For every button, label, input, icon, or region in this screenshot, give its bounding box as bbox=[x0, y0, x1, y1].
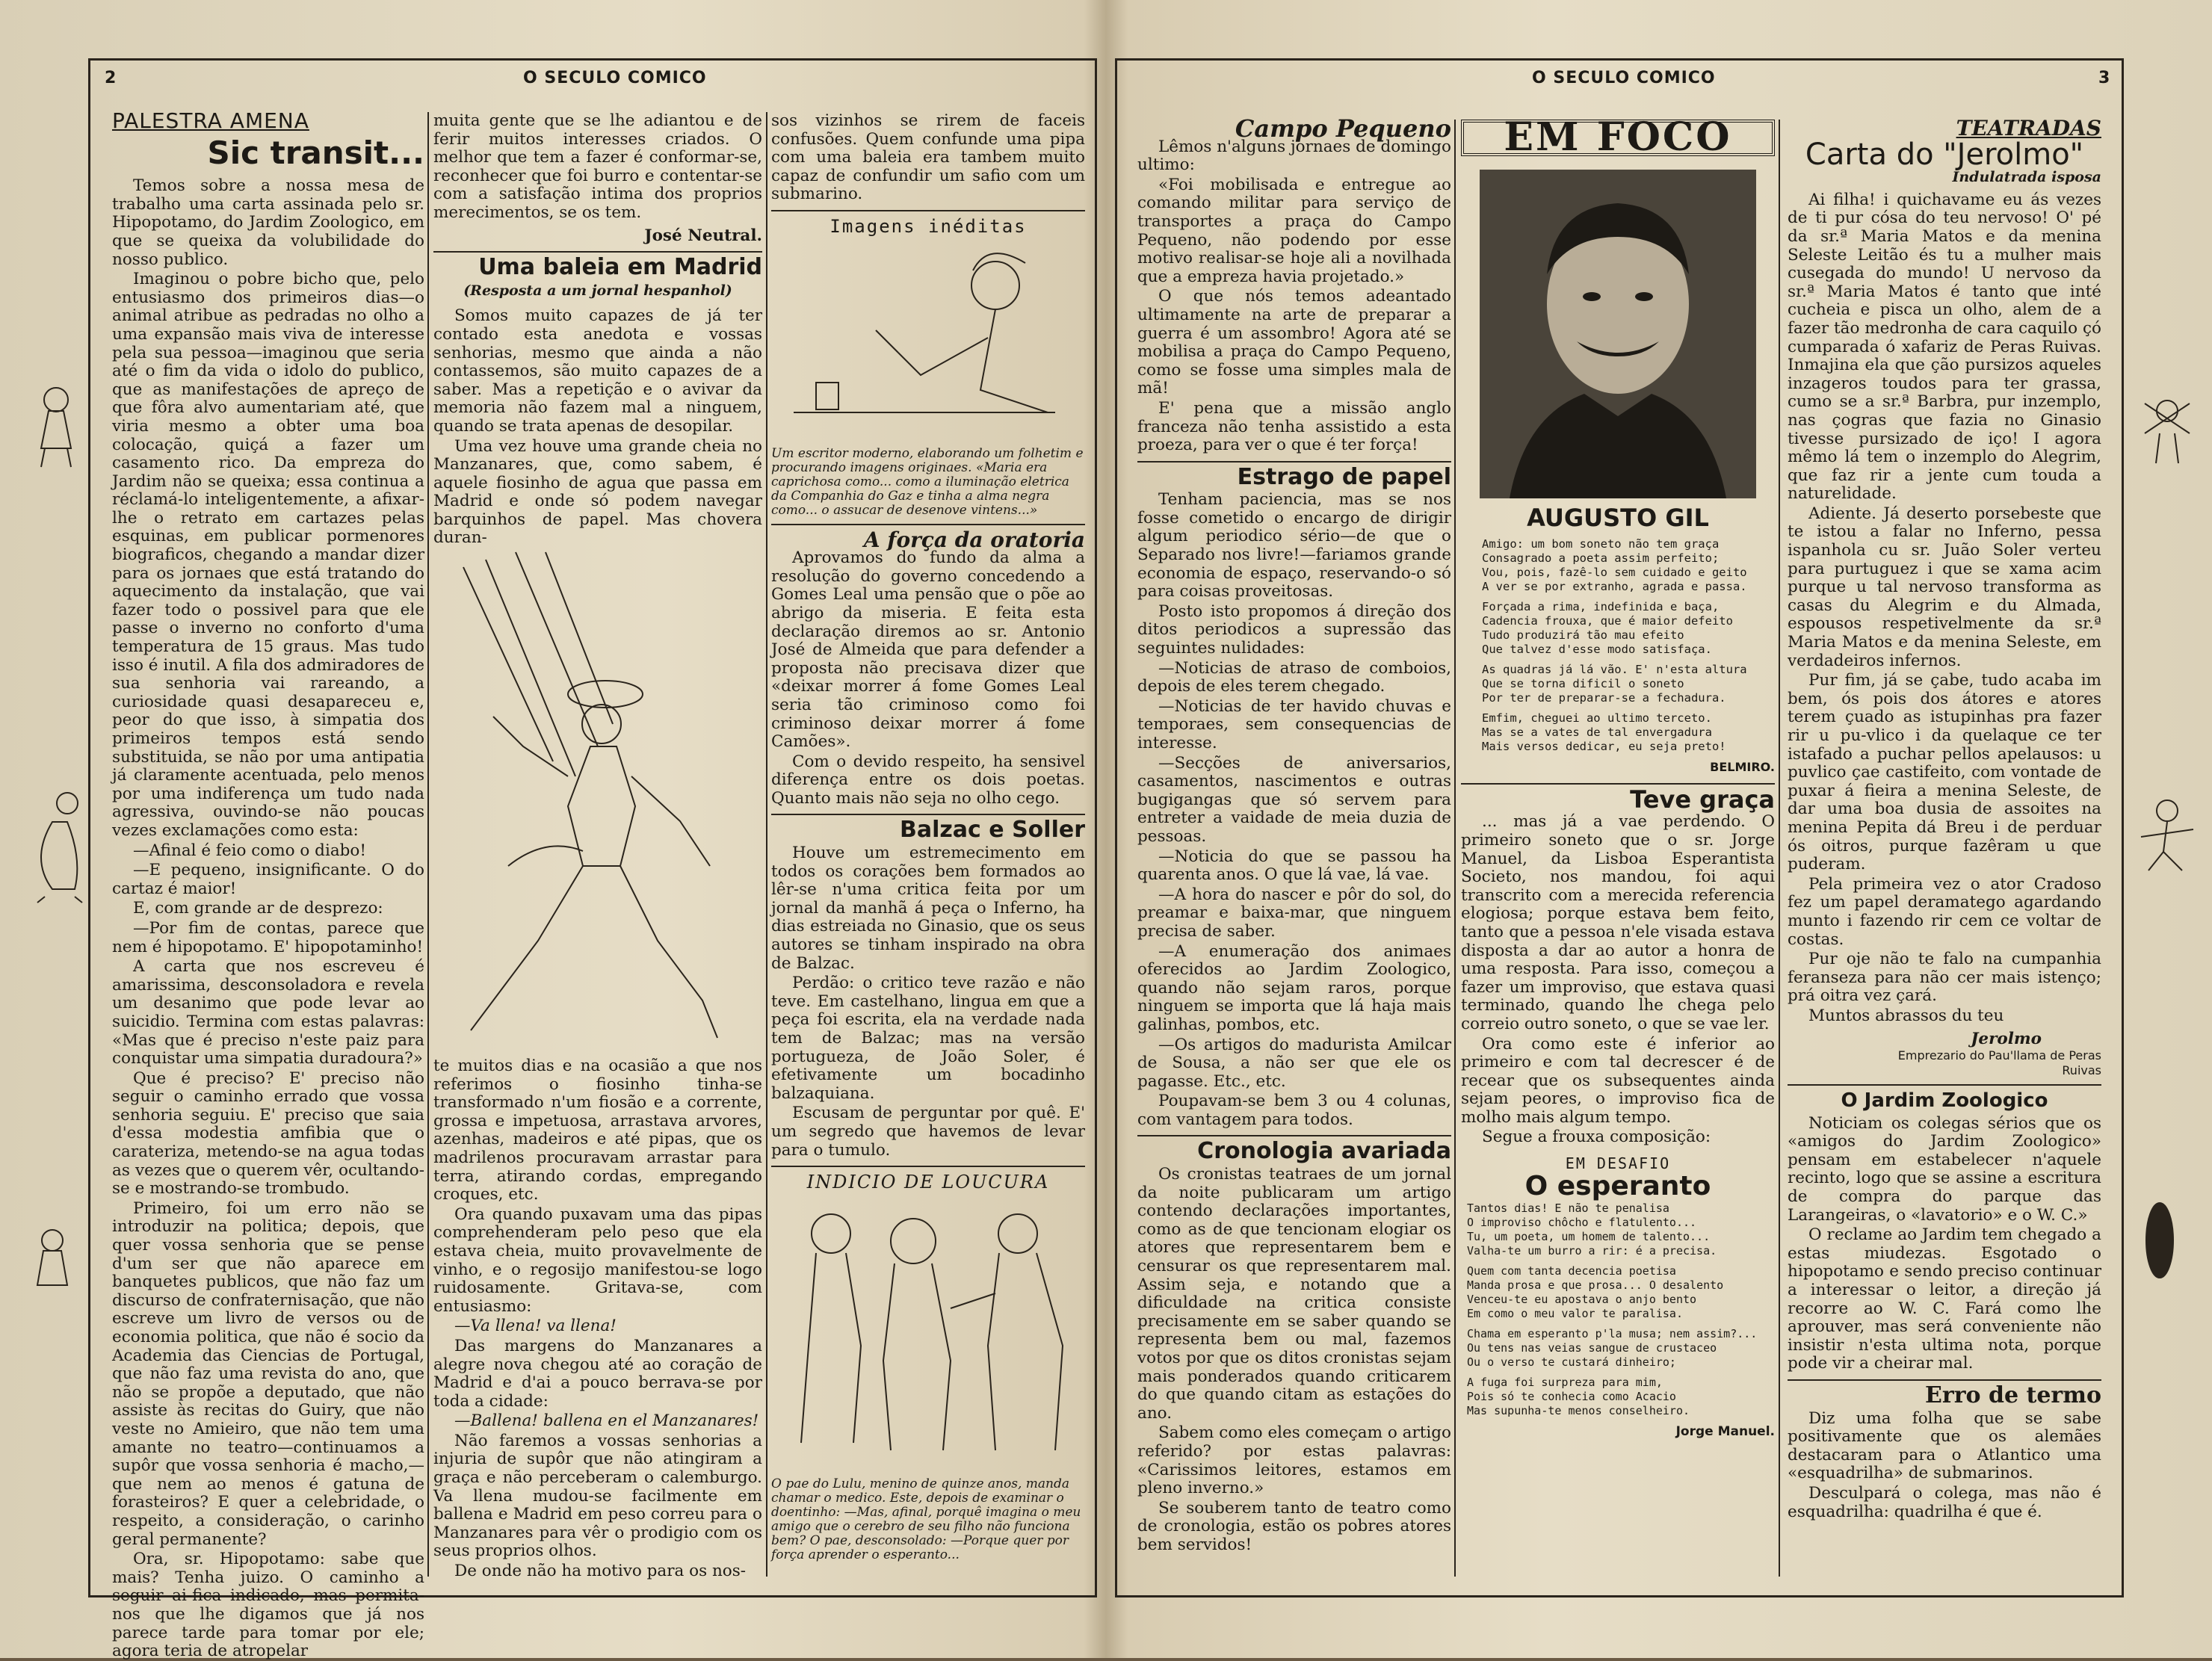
poem-line: Vou, pois, fazê-lo sem cuidado e geito bbox=[1482, 566, 1747, 580]
poem-line: Quem com tanta decencia poetisa bbox=[1467, 1264, 1676, 1278]
campo-paragraph: «Foi mobilisada e entregue ao comando militar para serviço de transportes a praça do Campo Pequeno, não podendo por esse motivo realisar-se hoje ali a novilhada que a empreza havia projetado.» bbox=[1137, 175, 1451, 286]
balzac-paragraph: Perdão: o critico teve razão e não teve. Em castelhano, lingua em que a peça foi escrita, ela na verdade nada tem de Balzac; mas na versão portugueza, de João Soler, é efetivamente um bocadinho balzaquiana. bbox=[771, 974, 1085, 1103]
graca-paragraph: Ora como este é inferior ao primeiro e com tal decrescer é de recear que os subsequentes ainda sejam peores, o improviso fica de molho mais algum tempo. bbox=[1461, 1034, 1775, 1127]
augusto-gil-portrait bbox=[1480, 170, 1756, 498]
palestra-paragraph: Que é preciso? E' preciso não seguir o caminho errado que vossa senhoria seguiu. E' preciso que saia d'essa modestia amfibia que o carateriza, metendo-se na agua todas as vezes que o querem vêr, ocultando-se e mostrando-se trombudo. bbox=[112, 1068, 424, 1198]
teatradas-column bbox=[1788, 116, 2101, 1577]
cronologia-paragraph: Se souberem tanto de teatro como de cronologia, estão os pobres atores bem servidos! bbox=[1137, 1498, 1451, 1554]
palestra-title: Sic transit... bbox=[207, 134, 424, 171]
estrago-paragraph: —Noticias de ter havido chuvas e temporaes, sem consequencias de interesse. bbox=[1137, 696, 1451, 752]
poem-line: Tu, um poeta, um homem de talento... bbox=[1467, 1230, 1711, 1244]
poem-line: Ou o verso te custará dinheiro; bbox=[1467, 1355, 1676, 1370]
esperanto-signature: Jorge Manuel. bbox=[1675, 1424, 1775, 1440]
poem-line: Ou tens nas veias sangue de crustaceo bbox=[1467, 1341, 1717, 1355]
poem-line: Venceu-te eu apostava o anjo bento bbox=[1467, 1293, 1697, 1307]
palestra-paragraph: A carta que nos escreveu é amarissima, desconsoladora e revela um desanimo que pode levar ao suicidio. Termina com estas palavras: «Mas que é preciso n'este paiz para conquistar uma simpatia duradoura?» bbox=[112, 957, 424, 1068]
poem-line: Forçada a rima, indefinida e baça, bbox=[1482, 600, 1720, 614]
poem-line: Tudo produzirá tão mau efeito bbox=[1482, 628, 1684, 643]
estrago-title: Estrago de papel bbox=[1237, 463, 1451, 490]
poem-line: Tantos dias! E não te penalisa bbox=[1467, 1201, 1669, 1216]
graca-kicker: EM DESAFIO bbox=[1565, 1154, 1671, 1173]
graca-paragraph: ... mas já a vae perdendo. O primeiro soneto que o sr. Jorge Manuel, da Lisboa Esperantista Societo, nos mandou, foi aqui transcrito com a merecida referencia elogiosa; porque estava bem feito, tanto que a pessoa n'ele visada estava disposta a dar ao autor a honra de uma resposta. Para isso, começou a fazer um improviso, que estava quasi terminado, quando lhe chega pelo correio outro soneto, o que se vae ler. bbox=[1461, 812, 1775, 1033]
poem-line: Mais versos dedicar, eu seja preto! bbox=[1482, 740, 1726, 754]
oratoria-title: A força da oratoria bbox=[863, 527, 1085, 552]
graca-title: Teve graça bbox=[1630, 785, 1775, 814]
bullfighter-drawing bbox=[433, 552, 762, 1075]
palestra-paragraph: Imaginou o pobre bicho que, pelo entusiasmo dos primeiros dias—o animal atribue as pedradas no olho a uma expansão mais viva de interesse pela sua pessoa—imaginou que seria até o fim da vida o idolo do publico, que as manifestações de apreço de que fôra alvo aumentariam até, que viria mesmo a obter uma boa colocação, quiçá a fazer um casamento rico. Da empreza do Jardim não se queixa; essa continua a réclamá-lo inteligentemente, a afixar-lhe o retrato em cartazes pelas esquinas, em publicar pormenores biograficos, chegando a mandar dizer para os jornaes que está tratando do aquecimento da instalação, que vai fazer todo o possivel para que ele passe o inverno no conforto d'uma temperatura de 15 graus. Mas tudo isso é inutil. A fila dos admiradores de sua senhoria vai rareando, a curiosidade quasi desapareceu e, peor do que isso, à simpatia dos primeiros tempos está sendo substituida, se não por uma antipatia já claramente acentuada, pelo menos por uma indiferença um tudo nada agressiva, ouvindo-se não poucas vezes exclamações como esta: bbox=[112, 270, 424, 840]
teatradas-paragraph: Pur oje não te falo na cumpanhia feranseza para não cer mais istenço; prá oitra vez çará. bbox=[1788, 950, 2101, 1006]
teatradas-paragraph: Adiente. Já deserto porsebeste que te istou a falar no Inferno, pessa ispanhola cu sr. Juão Soler verteu para purtuguez i que se xama acim purque u tal nervoso transforma as casas du Alegrim e du Almada, espousos respetivelmente da sr.ª Maria Matos e da menina Seleste, em verdadeiros infernos. bbox=[1788, 504, 2101, 670]
section-rule bbox=[771, 210, 1085, 211]
baleia-paragraph: Ora quando puxavam uma das pipas comprehenderam pelo peso que ela estava cheia, muito provavelmente de vinho, e o regosijo manifestou-se logo ruidosamente. Gritava-se, com entusiasmo: bbox=[433, 1204, 762, 1316]
baleia-column-bottom bbox=[433, 1057, 762, 1580]
margin-doodle-figure bbox=[2137, 1196, 2182, 1285]
estrago-paragraph: —A enumeração dos animaes oferecidos ao Jardim Zoologico, quando não sejam raros, porque ninguem se importa que lá haja mais galinhas, pombos, etc. bbox=[1137, 941, 1451, 1034]
margin-doodle-figure bbox=[2137, 389, 2197, 471]
palestra-paragraph: Ora, sr. Hipopotamo: sabe que mais? Tenha juizo. O caminho a seguir ai-fica indicado, mas permita-nos que lhe digamos que já nos parece tarde para tomar por ele; agora teria de atropelar bbox=[112, 1550, 424, 1661]
estrago-paragraph: Posto isto propomos á direção dos ditos periodicos a supressão das seguintes nulidades: bbox=[1137, 601, 1451, 658]
palestra-paragraph: Temos sobre a nossa mesa de trabalho uma carta assinada pelo sr. Hipopotamo, do Jardim Zoologico, em que se queixa da volubilidade do nosso publico. bbox=[112, 176, 424, 269]
section-rule bbox=[771, 524, 1085, 525]
zoologico-title: O Jardim Zoologico bbox=[1841, 1089, 2048, 1113]
estrago-paragraph: —Os artigos do madurista Amilcar de Sousa, a não ser que ele os pagasse. Etc., etc. bbox=[1137, 1035, 1451, 1091]
column-divider bbox=[1454, 120, 1456, 1577]
poem-line bbox=[1467, 1321, 1775, 1327]
poem-line: A ver se por extranho, agrada e passa. bbox=[1482, 580, 1747, 594]
estrago-paragraph: —Secções de aniversarios, casamentos, nascimentos e outras bugigangas que só servem para entreter a vaidade de meia duzia de pessoas. bbox=[1137, 753, 1451, 846]
poem-line: As quadras já lá vão. E' n'esta altura bbox=[1482, 663, 1747, 677]
writer-drawing bbox=[771, 241, 1085, 442]
campo-column bbox=[1137, 114, 1451, 1577]
section-rule bbox=[1461, 783, 1775, 785]
estrago-paragraph: —Noticias de atraso de comboios, depois de eles terem chegado. bbox=[1137, 658, 1451, 696]
teatradas-paragraph: Pela primeira vez o ator Cradoso fez um papel deramatego agardando munto i fazendo rir cem ce voltar de costas. bbox=[1788, 874, 2101, 949]
teatradas-paragraph: Pur fim, já se çabe, tudo acaba im bem, ós pois dos átores e atores terem çuado as istupinhas pra fazer rir u pu-vlico i da quelaque ce ter istafado a puchar pellos apelausos: u puvlico çae castifeito, com vontade de puxar á fieira a menina Seleste, de dar uma boa dusia de assoites na menina Pepita dá Breu i de perduar ós oitros, purque fazêram u que puderam. bbox=[1788, 671, 2101, 874]
section-rule bbox=[1137, 1135, 1451, 1136]
estrago-paragraph: Tenham paciencia, mas se nos fosse cometido o encargo de dirigir algum periodico sério—de que o Separado nos livre!—fariamos grande economia de espaço, reservando-o só para coisas proveitosas. bbox=[1137, 490, 1451, 601]
baleia-subtitle: (Resposta a um jornal hespanhol) bbox=[463, 282, 732, 299]
campo-title: Campo Pequeno bbox=[1235, 114, 1451, 143]
poem-line: Que se torna dificil o soneto bbox=[1482, 677, 1684, 691]
imagens-title: Imagens inéditas bbox=[830, 215, 1027, 237]
right-running-head: O SECULO COMICO bbox=[1532, 69, 1716, 87]
poem-line bbox=[1467, 1370, 1775, 1376]
erro-paragraph: Desculpará o colega, mas não é esquadrilha: quadrilha é que é. bbox=[1788, 1483, 2101, 1521]
poem-line: Amigo: um bom soneto não tem graça bbox=[1482, 537, 1720, 551]
campo-paragraph: Lêmos n'alguns jornaes de domingo ultimo: bbox=[1137, 137, 1451, 175]
doctor-drawing bbox=[771, 1196, 1085, 1473]
baleia-continuation: sos vizinhos se rirem de faceis confusões. Quem confunde uma pipa com uma baleia era tambem muito capaz de confundir um safio com um submarino. bbox=[771, 111, 1085, 204]
cronologia-paragraph: Os cronistas teatraes de um jornal da noite publicaram um artigo contendo declarações importantes, como as de que tencionam elogiar os atores que representarem bem e censurar os que representarem mal. Assim seja, e notando que a dificuldade na critica consiste precisamente em se saber quando se representa bem ou mal, fazemos votos por que os ditos cronistas sejam mais ponderados quando criticarem do que quando citam as estações do ano. bbox=[1137, 1165, 1451, 1423]
poem-line: Em como o meu valor te paralisa. bbox=[1467, 1307, 1683, 1321]
estrago-paragraph: —A hora do nascer e pôr do sol, do preamar e baixa-mar, que ninguem precisa de saber. bbox=[1137, 885, 1451, 941]
margin-doodle-figure bbox=[22, 785, 90, 904]
campo-paragraph: E' pena que a missão anglo franceza não tenha assistido a esta proeza, para ver o que é ter força! bbox=[1137, 398, 1451, 455]
bullfighter-illustration bbox=[433, 552, 762, 1075]
balzac-title: Balzac e Soller bbox=[899, 817, 1085, 844]
section-rule bbox=[1788, 1084, 2101, 1086]
right-page-number: 3 bbox=[2098, 69, 2110, 87]
doctor-illustration bbox=[771, 1196, 1085, 1473]
poem-line: Pois só te conhecia como Acacio bbox=[1467, 1390, 1676, 1404]
palestra-continuation: muita gente que se lhe adiantou e de ferir muitos interesses criados. O melhor que tem a fazer é conformar-se, reconhecer que foi burro e contentar-se com a satisfação intima dos proprios merecimentos, se os tem. bbox=[433, 111, 762, 222]
palestra-signature: José Neutral. bbox=[644, 226, 762, 245]
column-divider bbox=[1779, 120, 1780, 1577]
foco-column bbox=[1461, 114, 1775, 1577]
section-rule bbox=[771, 814, 1085, 815]
baleia-paragraph: —Ballena! ballena en el Manzanares! bbox=[454, 1411, 759, 1431]
baleia-paragraph: Uma vez houve uma grande cheia no Manzanares, que, como sabem, é aquele fiosinho de agua que passa em Madrid e onde só podem navegar barquinhos de papel. Mas chovera duran- bbox=[433, 436, 762, 548]
poem-line: Manda prosa e que prosa... O desalento bbox=[1467, 1278, 1724, 1293]
baleia-title: Uma baleia em Madrid bbox=[478, 254, 762, 281]
graca-paragraph: Segue a frouxa composição: bbox=[1482, 1128, 1711, 1147]
poem-line: Mas se a vates de tal envergadura bbox=[1482, 726, 1712, 740]
baleia-paragraph: —Va llena! va llena! bbox=[454, 1317, 617, 1336]
palestra-paragraph: —Por fim de contas, parece que nem é hipopotamo. E' hipopotaminho! bbox=[112, 918, 424, 956]
loucura-caption: O pae do Lulu, menino de quinze anos, manda chamar o medico. Este, depois de examinar o doentinho: —Mas, afinal, porquê imagina o meu amigo que o cerebro de seu filho não funciona bem? O pae, desconsolado: —Porque quer por força aprender o esperanto... bbox=[771, 1476, 1081, 1562]
erro-paragraph: Diz uma folha que se sabe positivamente que os alemães destacaram para o Atlantico uma «esquadrilha» de submarinos. bbox=[1788, 1408, 2101, 1483]
oratoria-paragraph: Com o devido respeito, ha sensivel diferença entre os dois poetas. Quanto mais não seja no olho cego. bbox=[771, 752, 1085, 808]
foco-name: AUGUSTO GIL bbox=[1527, 503, 1709, 532]
baleia-paragraph: De onde não ha motivo para os nos- bbox=[454, 1562, 747, 1581]
portrait-drawing bbox=[1480, 170, 1756, 498]
poem-line bbox=[1482, 594, 1775, 600]
cronologia-title: Cronologia avariada bbox=[1197, 1138, 1451, 1165]
margin-doodle-figure bbox=[30, 381, 82, 471]
section-rule bbox=[1788, 1379, 2101, 1381]
teatradas-signature-note: Emprezario do Pau'llama de Peras Ruivas bbox=[1897, 1048, 2101, 1078]
palestra-paragraph: E, com grande ar de desprezo: bbox=[133, 899, 383, 918]
oratoria-column bbox=[771, 112, 1085, 1577]
poem-line: Mas supunha-te menos conselheiro. bbox=[1467, 1404, 1690, 1418]
teatradas-title: Carta do "Jerolmo" bbox=[1805, 137, 2084, 172]
poem-line: Valha-te um burro a rir: é a precisa. bbox=[1467, 1244, 1717, 1258]
zoologico-paragraph: Noticiam os colegas sérios que os «amigos do Jardim Zoologico» pensam em estabelecer n'aquele recinto, logo que se assine a escritura de compra do parque das Larangeiras, o «lavatorio» e o W. C.» bbox=[1788, 1113, 2101, 1225]
baleia-paragraph: Das margens do Manzanares a alegre nova chegou até ao coração de Madrid e d'ai a pouco berrava-se por toda a cidade: bbox=[433, 1336, 762, 1411]
estrago-paragraph: Poupavam-se bem 3 ou 4 colunas, com vantagem para todos. bbox=[1137, 1092, 1451, 1129]
left-running-head: O SECULO COMICO bbox=[523, 69, 707, 87]
poem-line bbox=[1482, 657, 1775, 663]
poem-line: O improviso chôcho e flatulento... bbox=[1467, 1216, 1697, 1230]
margin-doodle-figure bbox=[2134, 792, 2201, 874]
cronologia-paragraph: Sabem como eles começam o artigo referido? por estas palavras: «Carissimos leitores, estamos em pleno inverno.» bbox=[1137, 1423, 1451, 1498]
poem-line: A fuga foi surpreza para mim, bbox=[1467, 1376, 1663, 1390]
zoologico-paragraph: O reclame ao Jardim tem chegado a estas miudezas. Esgotado o hipopotamo e sendo preciso continuar a interessar o leitor, a direção já recorre ao W. C. Fará como lhe aprouver, mas será conveniente não insistir n'esta ultima nota, porque pode vir a cheirar mal. bbox=[1788, 1225, 2101, 1373]
poem-line: Por ter de preparar-se a fechadura. bbox=[1482, 691, 1726, 705]
left-page-number: 2 bbox=[105, 69, 117, 87]
teatradas-paragraph: Muntos abrassos du teu bbox=[1808, 1006, 2004, 1025]
palestra-paragraph: Primeiro, foi um erro não se introduzir na politica; depois, que quer vossa senhoria que se pense d'um ser que não aparece em banquetes publicos, que não faz um discurso de confraternisação, que não escreve um livro de versos ou de economia politica, que não é socio da Academia das Ciencias de Portugal, que não faz uma revista do ano, que não se propõe a deputado, que não assiste às recitas do Guiry, que não veste no Amieiro, que não tem uma amante no teatro—continuamos a supôr que vossa senhoria é macho,—que nem ao menos é gatuna de forasteiros? E quer a celebridade, o respeito, a consideração, o carinho geral permanente? bbox=[112, 1198, 424, 1549]
poem-line: Chama em esperanto p'la musa; nem assim?... bbox=[1467, 1327, 1758, 1341]
erro-title: Erro de termo bbox=[1925, 1382, 2101, 1408]
foco-poem bbox=[1461, 537, 1775, 754]
foco-title: EM FOCO bbox=[1461, 120, 1775, 156]
estrago-paragraph: —Noticia do que se passou ha quarenta anos. O que lá vae, lá vae. bbox=[1137, 847, 1451, 885]
baleia-paragraph: te muitos dias e na ocasião a que nos referimos o fiosinho tinha-se transformado n'um fiosão e a corrente, grossa e impetuosa, arrastava arvores, azenhas, madeiros e até pipas, que os madrilenos procuravam arrastar para terra, atirando cordas, empregando croques, etc. bbox=[433, 1057, 762, 1204]
section-rule bbox=[771, 1166, 1085, 1167]
baleia-paragraph: Não faremos a vossas senhorias a injuria de supôr que não atingiram a graça e não perceberam o calemburgo. Va llena mudou-se facilmente em ballena e Madrid em peso correu para o Manzanares para vêr o prodigio com os seus proprios olhos. bbox=[433, 1431, 762, 1561]
palestra-paragraph: —Afinal é feio como o diabo! bbox=[133, 841, 366, 860]
imagens-caption: Um escritor moderno, elaborando um folhetim e procurando imagens originaes. «Maria era caprichosa como... como a iluminação eletrica da Companhia do Gaz e tinha a alma negra como... o assucar de desenove vintens...» bbox=[771, 445, 1084, 518]
balzac-paragraph: Houve um estremecimento em todos os corações bem formados ao lêr-se n'uma critica feita por um jornal da manhã á peça o Inferno, ha dias estreiada no Ginasio, que os seus autores se tinham inspirado na obra de Balzac. bbox=[771, 844, 1085, 973]
esperanto-title: O esperanto bbox=[1524, 1170, 1711, 1201]
palestra-kicker: PALESTRA AMENA bbox=[112, 108, 309, 133]
balzac-paragraph: Escusam de perguntar por quê. E' um segredo que havemos de levar para o tumulo. bbox=[771, 1104, 1085, 1160]
writer-illustration bbox=[771, 241, 1085, 442]
teatradas-kicker: TEATRADAS bbox=[1956, 116, 2101, 140]
section-rule bbox=[433, 251, 762, 253]
poem-line: Cadencia frouxa, que é maior defeito bbox=[1482, 614, 1733, 628]
poem-line: Emfim, cheguei ao ultimo terceto. bbox=[1482, 711, 1712, 726]
baleia-paragraph: Somos muito capazes de já ter contado esta anedota e vossas senhorias, mesmo que ainda a não contassemos, são muito capazes de a saber. Mas a repetição e o avivar da memoria não fazem mal a ninguem, quando se trata apenas de desopilar. bbox=[433, 306, 762, 436]
section-rule bbox=[1137, 461, 1451, 463]
esperanto-poem bbox=[1461, 1201, 1775, 1418]
campo-paragraph: O que nós temos adeantado ultimamente na arte de preparar a guerra é um assombro! Agora até se mobilisa a praça do Campo Pequeno, como se fosse uma simples mala de mã! bbox=[1137, 287, 1451, 398]
poem-line bbox=[1482, 705, 1775, 711]
loucura-title: INDICIO DE LOUCURA bbox=[806, 1172, 1050, 1193]
poem-line: Consagrado a poeta assim perfeito; bbox=[1482, 551, 1720, 566]
palestra-paragraph: —E pequeno, insignificante. O do cartaz é maior! bbox=[112, 861, 424, 898]
column-divider bbox=[766, 112, 767, 1577]
teatradas-signature: Jerolmo bbox=[1971, 1029, 2042, 1048]
poem-line bbox=[1467, 1258, 1775, 1264]
oratoria-paragraph: Aprovamos do fundo da alma a resolução do governo concedendo a Gomes Leal uma pensão que o põe ao abrigo da miseria. E feita esta declaração diremos ao sr. Antonio José de Almeida que para defender a proposta não precisava dizer que «deixar morrer á fome Gomes Leal seria tão criminoso como foi criminoso deixar morrer á fome Camões». bbox=[771, 548, 1085, 752]
foco-signature: BELMIRO. bbox=[1710, 760, 1775, 775]
column-divider bbox=[427, 112, 429, 1577]
palestra-column bbox=[112, 108, 424, 1661]
poem-line: Que talvez d'esse modo satisfaça. bbox=[1482, 643, 1712, 657]
teatradas-paragraph: Ai filha! i quichavame eu ás vezes de ti pur cósa do teu nervoso! O' pé da sr.ª Maria Matos e da menina Seleste Leitão és tu a mulher mais cusegada do mundo! U nervoso da sr.ª Maria Matos é tanto que inté cucheia e pisca un olho, alem de a fazer tão medronha de cara caquilo çó cumparada ó xafariz de Peras Ruivas. Inmajina ela que ção pursizos aqueles inzageros toudos para ter grassa, cumo se a sr.ª Barbra, pur inzemplo, nas çogras que fazia no Ginasio tivesse pursizado de iço! I agora mêmo lá tem o inzemplo do Alegrim, que faz rir a jente cum touda a naturelidade. bbox=[1788, 190, 2101, 504]
margin-doodle-figure bbox=[30, 1225, 75, 1300]
teatradas-subtitle: Indulatrada isposa bbox=[1952, 169, 2101, 186]
